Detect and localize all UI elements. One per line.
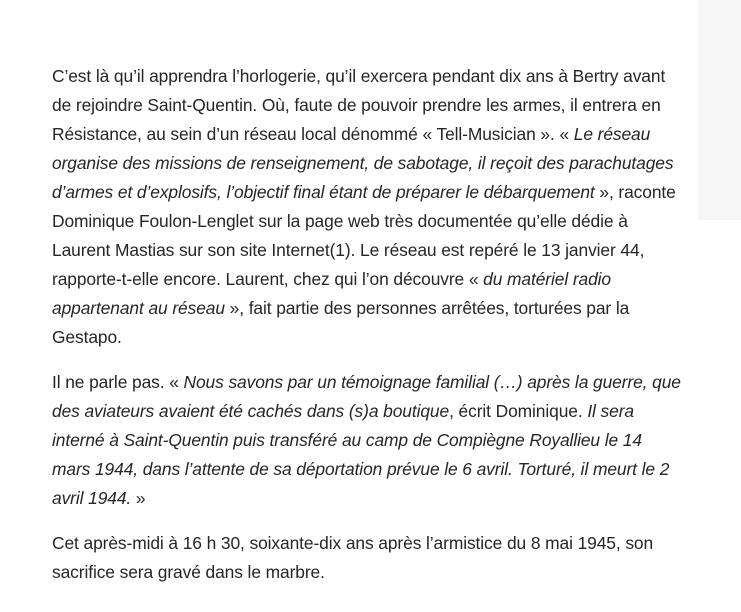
sidebar-panel (698, 0, 741, 220)
quote-run: du matériel radio appartenant au réseau (52, 269, 612, 318)
paragraph-2 (52, 368, 682, 513)
text-run: Cet après-midi à 16 h 30, soixante-dix ans après l’armistice du 8 mai 1945, son sacrifice sera gravé dans le marbre. (52, 533, 654, 582)
text-run: », raconte Dominique Foulon-Lenglet sur la page web très documentée qu’elle dédie à Laurent Mastias sur son site Internet(1). Le réseau est repéré le 13 janvier 44, rapporte-t-elle encore. Laurent, chez qui l’on découvre « (52, 182, 676, 289)
quote-run: Nous savons par un témoignage familial (…) après la guerre, que des aviateurs avaient été cachés dans (s)a boutique (52, 372, 681, 421)
text-run: Il ne parle pas. « (52, 372, 184, 392)
article-body (52, 62, 682, 603)
paragraph-1 (52, 62, 682, 352)
text-run: , écrit Dominique. (449, 401, 588, 421)
quote-run: Il sera interné à Saint-Quentin puis transféré au camp de Compiègne Royallieu le 14 mars 1944, dans l’attente de sa déportation prévue le 6 avril. Torturé, il meurt le 2 avril 1944. (52, 401, 670, 508)
text-run: C’est là qu’il apprendra l’horlogerie, qu’il exercera pendant dix ans à Bertry avant de rejoindre Saint-Quentin. Où, faute de pouvoir prendre les armes, il entrera en Résistance, au sein d’un réseau local dénommé « Tell-Musician ». « (52, 66, 666, 144)
quote-run: Le réseau organise des missions de renseignement, de sabotage, il reçoit des parachutages d’armes et d’explosifs, l’objectif final étant de préparer le débarquement (52, 124, 674, 202)
text-run: » (131, 488, 146, 508)
paragraph-3 (52, 529, 682, 587)
text-run: », fait partie des personnes arrêtées, torturées par la Gestapo. (52, 298, 630, 347)
